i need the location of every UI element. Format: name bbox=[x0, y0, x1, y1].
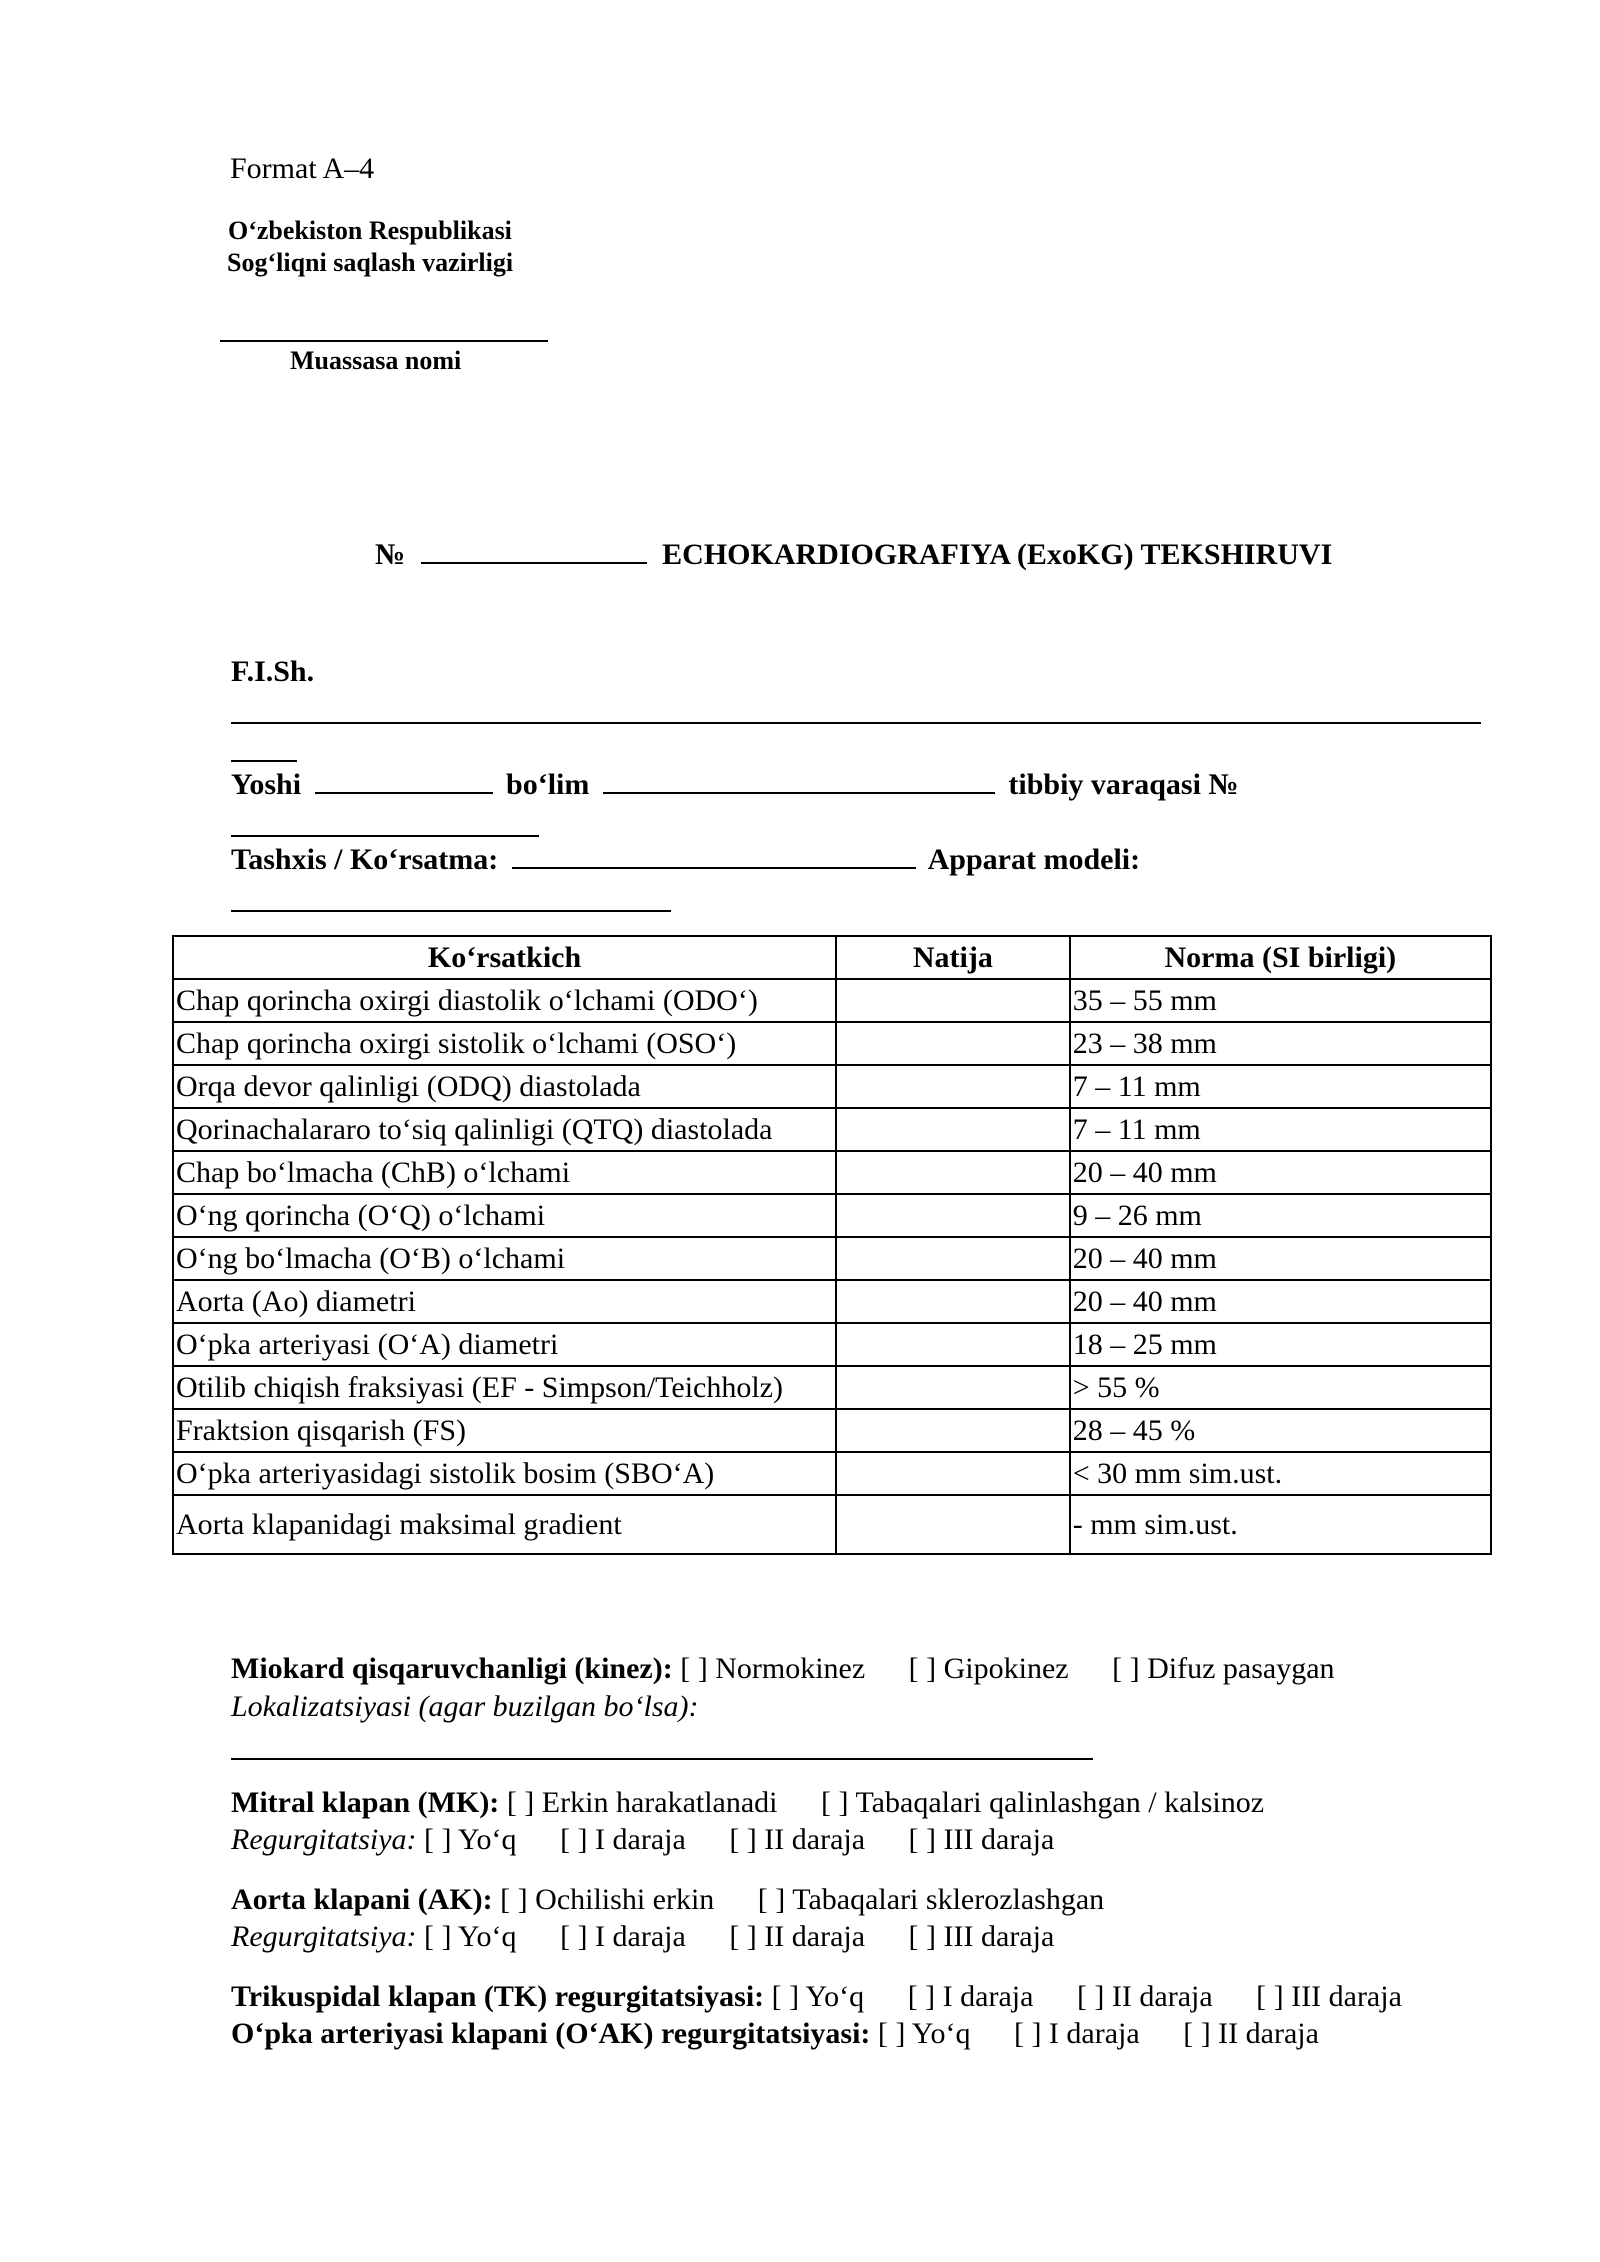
norm-value: 9 – 26 mm bbox=[1070, 1194, 1491, 1237]
indicators-table bbox=[172, 935, 1492, 1555]
table-row bbox=[173, 1409, 1491, 1452]
indicator-name: O‘pka arteriyasi (O‘A) diametri bbox=[173, 1323, 836, 1366]
tricuspid-1-checkbox[interactable]: [ ] I daraja bbox=[907, 1980, 1034, 2013]
norm-value: > 55 % bbox=[1070, 1366, 1491, 1409]
myocard-difuz-checkbox[interactable]: [ ] Difuz pasaygan bbox=[1112, 1652, 1335, 1685]
norm-value: - mm sim.ust. bbox=[1070, 1495, 1491, 1554]
pulmonary-label: O‘pka arteriyasi klapani (O‘AK) regurgitatsiyasi: bbox=[231, 2017, 871, 2050]
indicator-name: O‘ng qorincha (O‘Q) o‘lchami bbox=[173, 1194, 836, 1237]
department-label: bo‘lim bbox=[506, 768, 590, 801]
aortic-regurg-3-checkbox[interactable]: [ ] III daraja bbox=[908, 1920, 1055, 1953]
result-cell[interactable] bbox=[836, 1409, 1070, 1452]
institution-label: Muassasa nomi bbox=[290, 346, 462, 375]
mitral-regurg-none-checkbox[interactable]: [ ] Yo‘q bbox=[424, 1823, 517, 1856]
fish-line[interactable] bbox=[231, 722, 1481, 724]
indicator-name: Chap qorincha oxirgi sistolik o‘lchami (OSO‘) bbox=[173, 1022, 836, 1065]
device-label: Apparat modeli: bbox=[927, 843, 1141, 876]
table-row bbox=[173, 1237, 1491, 1280]
table-row bbox=[173, 1280, 1491, 1323]
aortic-regurg-label: Regurgitatsiya: bbox=[231, 1920, 417, 1953]
result-cell[interactable] bbox=[836, 979, 1070, 1022]
norm-value: 23 – 38 mm bbox=[1070, 1022, 1491, 1065]
norm-value: 35 – 55 mm bbox=[1070, 979, 1491, 1022]
mitral-regurg-1-checkbox[interactable]: [ ] I daraja bbox=[560, 1823, 686, 1856]
norm-value: 28 – 45 % bbox=[1070, 1409, 1491, 1452]
mitral-regurg-row bbox=[231, 1823, 1054, 1857]
table-row bbox=[173, 1323, 1491, 1366]
aortic-regurg-2-checkbox[interactable]: [ ] II daraja bbox=[729, 1920, 866, 1953]
document-number-field[interactable] bbox=[421, 561, 647, 564]
table-row bbox=[173, 1452, 1491, 1495]
table-row bbox=[173, 1065, 1491, 1108]
result-cell[interactable] bbox=[836, 1022, 1070, 1065]
myocard-normokinez-checkbox[interactable]: [ ] Normokinez bbox=[680, 1652, 866, 1685]
col-header-norm: Norma (SI birligi) bbox=[1070, 936, 1491, 979]
tricuspid-label: Trikuspidal klapan (TK) regurgitatsiyasi: bbox=[231, 1980, 765, 2013]
mitral-regurg-label: Regurgitatsiya: bbox=[231, 1823, 417, 1856]
format-label: Format A–4 bbox=[230, 152, 375, 185]
indicator-name: O‘pka arteriyasidagi sistolik bosim (SBO‘A) bbox=[173, 1452, 836, 1495]
pulmonary-1-checkbox[interactable]: [ ] I daraja bbox=[1013, 2017, 1140, 2050]
aortic-free-checkbox[interactable]: [ ] Ochilishi erkin bbox=[500, 1883, 715, 1916]
indicator-name: Chap qorincha oxirgi diastolik o‘lchami (ODO‘) bbox=[173, 979, 836, 1022]
result-cell[interactable] bbox=[836, 1194, 1070, 1237]
fish-label: F.I.Sh. bbox=[231, 655, 315, 688]
republic-name: O‘zbekiston Respublikasi bbox=[228, 216, 512, 245]
indicator-name: Qorinachalararo to‘siq qalinligi (QTQ) diastolada bbox=[173, 1108, 836, 1151]
patient-row-1 bbox=[231, 768, 1239, 802]
result-cell[interactable] bbox=[836, 1452, 1070, 1495]
aortic-regurg-row bbox=[231, 1920, 1054, 1954]
mitral-regurg-3-checkbox[interactable]: [ ] III daraja bbox=[908, 1823, 1055, 1856]
myocard-label: Miokard qisqaruvchanligi (kinez): bbox=[231, 1652, 673, 1685]
myocard-row bbox=[231, 1652, 1335, 1686]
indicator-name: Aorta (Ao) diametri bbox=[173, 1280, 836, 1323]
mitral-row bbox=[231, 1786, 1264, 1820]
card-number-field[interactable] bbox=[231, 835, 539, 837]
document-title bbox=[375, 538, 1332, 572]
norm-value: 7 – 11 mm bbox=[1070, 1065, 1491, 1108]
patient-row-2 bbox=[231, 843, 1140, 877]
pulmonary-row bbox=[231, 2017, 1319, 2051]
tricuspid-3-checkbox[interactable]: [ ] III daraja bbox=[1256, 1980, 1402, 2013]
indicator-name: Aorta klapanidagi maksimal gradient bbox=[173, 1495, 836, 1554]
title-text: ECHOKARDIOGRAFIYA (ExoKG) TEKSHIRUVI bbox=[662, 538, 1333, 571]
pulmonary-none-checkbox[interactable]: [ ] Yo‘q bbox=[877, 2017, 971, 2050]
table-header-row bbox=[173, 936, 1491, 979]
table-row bbox=[173, 1151, 1491, 1194]
indicator-name: Chap bo‘lmacha (ChB) o‘lchami bbox=[173, 1151, 836, 1194]
localization-field[interactable] bbox=[231, 1758, 1093, 1760]
number-sign: № bbox=[375, 538, 406, 571]
col-header-result: Natija bbox=[836, 936, 1070, 979]
department-field[interactable] bbox=[603, 791, 995, 794]
fish-line-cont[interactable] bbox=[231, 760, 297, 762]
age-field[interactable] bbox=[315, 791, 493, 794]
pulmonary-2-checkbox[interactable]: [ ] II daraja bbox=[1183, 2017, 1319, 2050]
tricuspid-none-checkbox[interactable]: [ ] Yo‘q bbox=[771, 1980, 865, 2013]
table-row bbox=[173, 1366, 1491, 1409]
result-cell[interactable] bbox=[836, 1065, 1070, 1108]
mitral-free-checkbox[interactable]: [ ] Erkin harakatlanadi bbox=[506, 1786, 778, 1819]
table-row bbox=[173, 1495, 1491, 1554]
result-cell[interactable] bbox=[836, 1495, 1070, 1554]
norm-value: 18 – 25 mm bbox=[1070, 1323, 1491, 1366]
norm-value: 20 – 40 mm bbox=[1070, 1151, 1491, 1194]
mitral-thickened-checkbox[interactable]: [ ] Tabaqalari qalinlashgan / kalsinoz bbox=[821, 1786, 1265, 1819]
aortic-row bbox=[231, 1883, 1104, 1917]
table-row bbox=[173, 1194, 1491, 1237]
ministry-name: Sog‘liqni saqlash vazirligi bbox=[227, 248, 514, 277]
norm-value: 20 – 40 mm bbox=[1070, 1280, 1491, 1323]
mitral-regurg-2-checkbox[interactable]: [ ] II daraja bbox=[729, 1823, 866, 1856]
tricuspid-2-checkbox[interactable]: [ ] II daraja bbox=[1076, 1980, 1213, 2013]
result-cell[interactable] bbox=[836, 1280, 1070, 1323]
institution-line[interactable] bbox=[220, 340, 548, 342]
table-row bbox=[173, 1022, 1491, 1065]
mitral-label: Mitral klapan (MK): bbox=[231, 1786, 500, 1819]
diagnosis-field[interactable] bbox=[512, 866, 916, 869]
aortic-regurg-none-checkbox[interactable]: [ ] Yo‘q bbox=[424, 1920, 517, 1953]
col-header-indicator: Ko‘rsatkich bbox=[173, 936, 836, 979]
aortic-sclerosis-checkbox[interactable]: [ ] Tabaqalari sklerozlashgan bbox=[757, 1883, 1105, 1916]
table-row bbox=[173, 1108, 1491, 1151]
indicator-name: Orqa devor qalinligi (ODQ) diastolada bbox=[173, 1065, 836, 1108]
indicator-name: Fraktsion qisqarish (FS) bbox=[173, 1409, 836, 1452]
myocard-gipokinez-checkbox[interactable]: [ ] Gipokinez bbox=[908, 1652, 1069, 1685]
card-number-label: tibbiy varaqasi № bbox=[1008, 768, 1239, 801]
table-row bbox=[173, 979, 1491, 1022]
device-field[interactable] bbox=[231, 910, 671, 912]
aortic-label: Aorta klapani (AK): bbox=[231, 1883, 493, 1916]
norm-value: < 30 mm sim.ust. bbox=[1070, 1452, 1491, 1495]
indicator-name: O‘ng bo‘lmacha (O‘B) o‘lchami bbox=[173, 1237, 836, 1280]
diagnosis-label: Tashxis / Ko‘rsatma: bbox=[231, 843, 499, 876]
indicator-name: Otilib chiqish fraksiyasi (EF - Simpson/Teichholz) bbox=[173, 1366, 836, 1409]
norm-value: 7 – 11 mm bbox=[1070, 1108, 1491, 1151]
result-cell[interactable] bbox=[836, 1151, 1070, 1194]
result-cell[interactable] bbox=[836, 1366, 1070, 1409]
norm-value: 20 – 40 mm bbox=[1070, 1237, 1491, 1280]
age-label: Yoshi bbox=[231, 768, 302, 801]
result-cell[interactable] bbox=[836, 1323, 1070, 1366]
aortic-regurg-1-checkbox[interactable]: [ ] I daraja bbox=[560, 1920, 686, 1953]
tricuspid-row bbox=[231, 1980, 1402, 2014]
result-cell[interactable] bbox=[836, 1237, 1070, 1280]
result-cell[interactable] bbox=[836, 1108, 1070, 1151]
localization-label: Lokalizatsiyasi (agar buzilgan bo‘lsa): bbox=[231, 1690, 699, 1723]
